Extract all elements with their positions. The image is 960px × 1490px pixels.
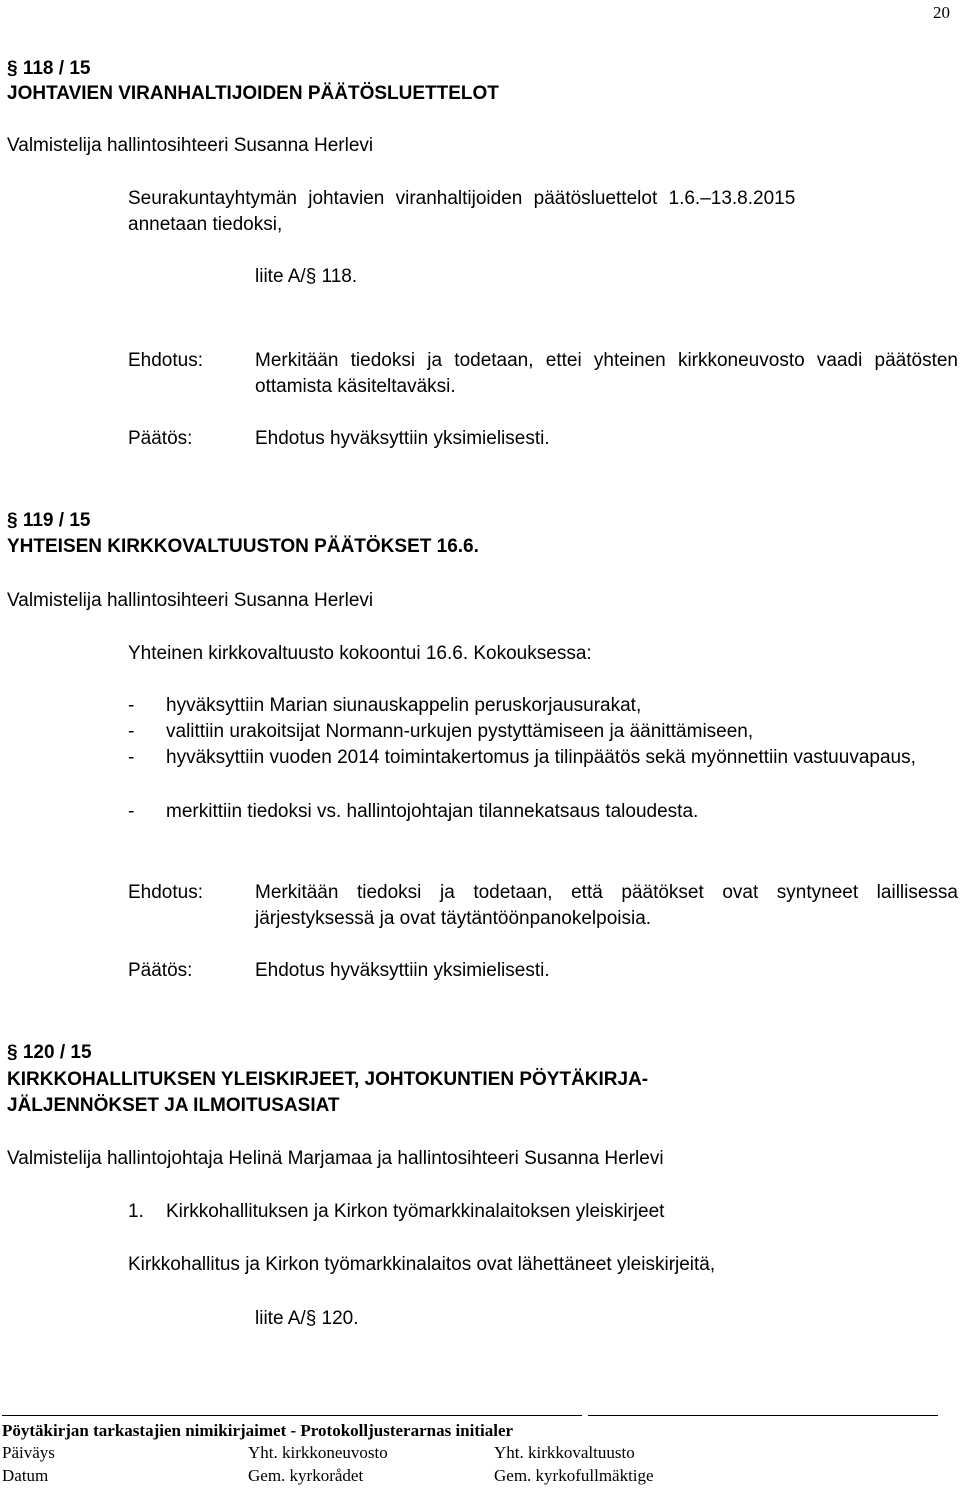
section-118-preparer: Valmistelija hallintosihteeri Susanna Herlevi — [7, 135, 374, 156]
section-118-attachment: liite A/§ 118. — [255, 266, 358, 287]
bullet-item: valittiin urakoitsijat Normann-urkujen pystyttämiseen ja äänittämiseen, — [166, 721, 754, 742]
bullet-item: merkittiin tiedoksi vs. hallintojohtajan tilannekatsaus taloudesta. — [166, 801, 699, 822]
section-118-proposal-label: Ehdotus: — [128, 350, 203, 371]
footer-col2-line2: Gem. kyrkorådet — [248, 1466, 364, 1485]
page-number: 20 — [933, 3, 950, 22]
section-120-number: § 120 / 15 — [7, 1042, 92, 1063]
footer-rule-left — [2, 1415, 582, 1416]
footer-col1-line2: Datum — [2, 1466, 49, 1485]
footer-col2-line1: Yht. kirkkoneuvosto — [248, 1443, 388, 1462]
section-119-preparer: Valmistelija hallintosihteeri Susanna Herlevi — [7, 590, 374, 611]
footer-col1-line1: Päiväys — [2, 1443, 55, 1462]
bullet-mark: - — [128, 747, 135, 768]
section-120-title-line1: KIRKKOHALLITUKSEN YLEISKIRJEET, JOHTOKUNTIEN PÖYTÄKIRJA- — [7, 1069, 649, 1090]
footer-col3-line2: Gem. kyrkofullmäktige — [494, 1466, 654, 1485]
section-119-intro: Yhteinen kirkkovaltuusto kokoontui 16.6. Kokouksessa: — [128, 643, 592, 664]
section-120-preparer: Valmistelija hallintojohtaja Helinä Marjamaa ja hallintosihteeri Susanna Herlevi — [7, 1148, 664, 1169]
section-120-item-text: Kirkkohallitus ja Kirkon työmarkkinalaitos ovat lähettäneet yleiskirjeitä, — [128, 1254, 716, 1275]
section-119-proposal-text: Merkitään tiedoksi ja todetaan, että päätökset ovat syntyneet laillisessa järjestyksessä ja ovat täytäntöönpanokelpoisia. — [255, 882, 958, 929]
section-120-title-line2: JÄLJENNÖKSET JA ILMOITUSASIAT — [7, 1095, 340, 1116]
footer-col3-line1: Yht. kirkkovaltuusto — [494, 1443, 635, 1462]
bullet-item: hyväksyttiin vuoden 2014 toimintakertomus ja tilinpäätös sekä myönnettiin vastuuvapaus, — [166, 747, 916, 768]
bullet-mark: - — [128, 695, 135, 716]
section-119-decision-label: Päätös: — [128, 960, 193, 981]
section-118-proposal-text: Merkitään tiedoksi ja todetaan, ettei yhteinen kirkkoneuvosto vaadi päätösten ottamista käsiteltaväksi. — [255, 350, 958, 397]
section-120-item-number: 1. — [128, 1201, 144, 1222]
bullet-mark: - — [128, 801, 135, 822]
footer-heading: Pöytäkirjan tarkastajien nimikirjaimet - Protokolljusterarnas initialer — [2, 1421, 514, 1440]
section-118-decision-text: Ehdotus hyväksyttiin yksimielisesti. — [255, 428, 550, 449]
section-118-decision-label: Päätös: — [128, 428, 193, 449]
bullet-item: hyväksyttiin Marian siunauskappelin peruskorjausurakat, — [166, 695, 642, 716]
section-119-title: YHTEISEN KIRKKOVALTUUSTON PÄÄTÖKSET 16.6. — [7, 536, 479, 557]
section-119-proposal-label: Ehdotus: — [128, 882, 203, 903]
section-119-decision-text: Ehdotus hyväksyttiin yksimielisesti. — [255, 960, 550, 981]
section-118-title: JOHTAVIEN VIRANHALTIJOIDEN PÄÄTÖSLUETTELOT — [7, 83, 499, 104]
bullet-mark: - — [128, 721, 135, 742]
section-120-attachment: liite A/§ 120. — [255, 1308, 359, 1329]
section-118-body-line2: annetaan tiedoksi, — [128, 214, 283, 235]
footer-rule-right — [588, 1415, 938, 1416]
section-120-item-title: Kirkkohallituksen ja Kirkon työmarkkinalaitoksen yleiskirjeet — [166, 1201, 665, 1222]
section-119-number: § 119 / 15 — [7, 510, 91, 531]
section-118-body-line1: Seurakuntayhtymän johtavien viranhaltijoiden päätösluettelot 1.6.–13.8.2015 — [128, 188, 796, 209]
section-118-number: § 118 / 15 — [7, 58, 91, 79]
